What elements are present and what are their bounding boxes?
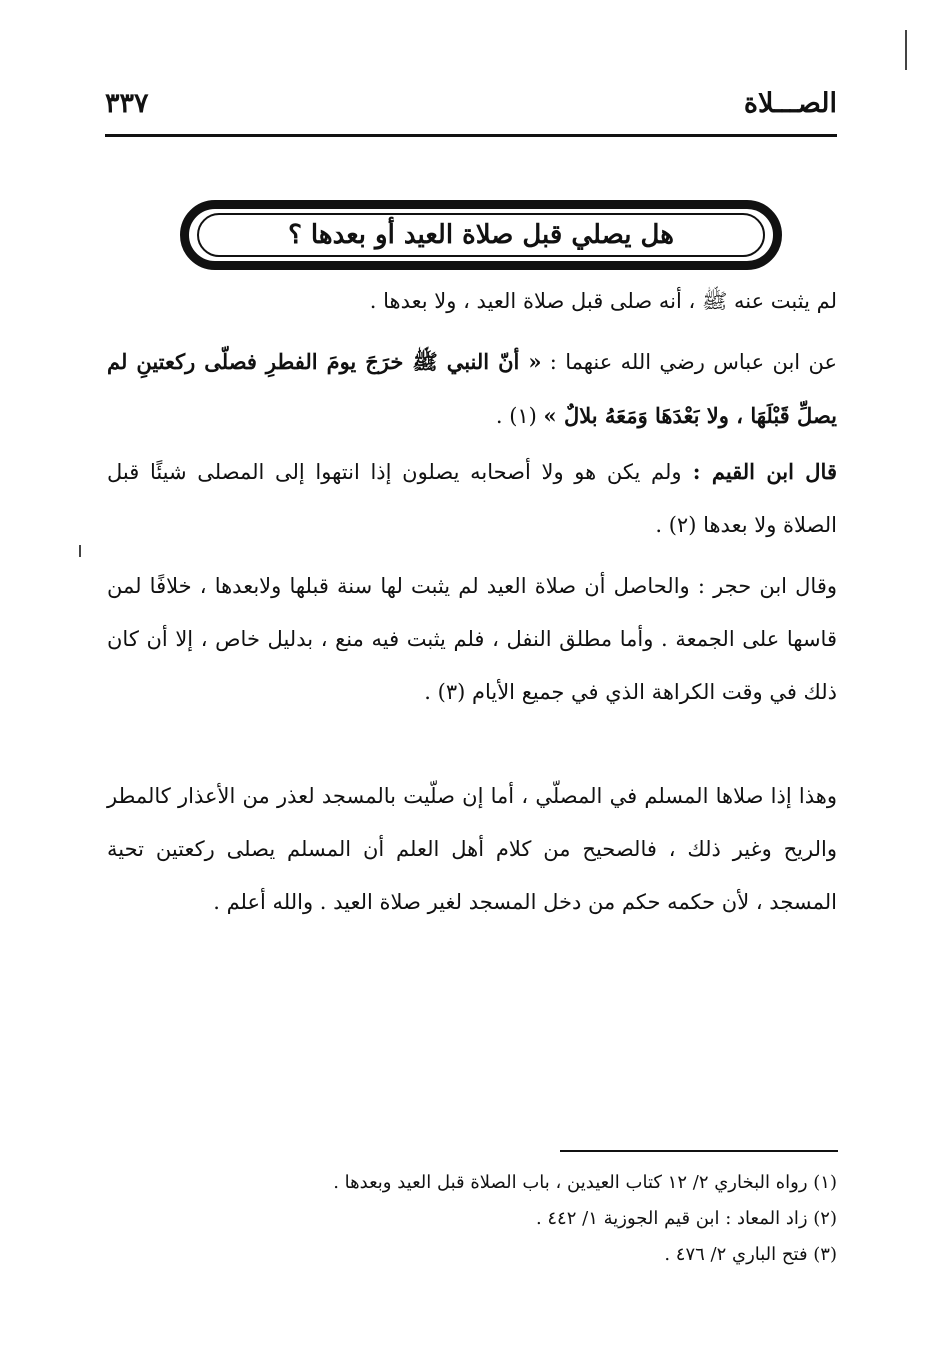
- hadith-intro: عن ابن عباس رضي الله عنهما :: [541, 350, 837, 374]
- paragraph: [107, 560, 837, 719]
- paragraph-text: وهذا إذا صلاها المسلم في المصلّي ، أما إن صلّيت بالمسجد لعذر من الأعذار كالمطر والريح وغير ذلك ، فالصحيح من كلام أهل العلم أن المسلم يصلى ركعتين تحية المسجد ، لأن حكمه حكم من دخل المسجد لغير صلاة العيد . والله أعلم .: [107, 784, 837, 914]
- running-title: الصـــلاة: [743, 88, 837, 119]
- footnote-divider: [560, 1150, 838, 1152]
- speaker: قال ابن القيم :: [681, 459, 837, 484]
- paragraph-text: لم يثبت عنه ﷺ ، أنه صلى قبل صلاة العيد ، ولا بعدها .: [369, 289, 837, 313]
- page-number: ٣٣٧: [105, 88, 149, 119]
- page-header: [105, 78, 837, 137]
- paragraph: [107, 275, 837, 328]
- footnote: (١) رواه البخاري ٢/ ١٢ كتاب العيدين ، باب الصلاة قبل العيد وبعدها .: [333, 1172, 837, 1193]
- paragraph: [107, 770, 837, 929]
- footnote: (٣) فتح الباري ٢/ ٤٧٦ .: [664, 1244, 837, 1265]
- paragraph: [107, 335, 837, 443]
- footnote-ref: (١) .: [495, 404, 544, 428]
- margin-mark: [905, 30, 907, 70]
- paragraph-text: وقال ابن حجر : والحاصل أن صلاة العيد لم يثبت لها سنة قبلها ولابعدها ، خلافًا لمن قاسها على الجمعة . وأما مطلق النفل ، فلم يثبت فيه منع ، بدليل خاص ، إلا أن كان ذلك في وقت الكراهة الذي في جميع الأيام (٣) .: [107, 574, 837, 704]
- footnote: (٢) زاد المعاد : ابن قيم الجوزية ١/ ٤٤٢ .: [535, 1208, 837, 1229]
- margin-mark: [79, 545, 81, 557]
- paragraph-text: ولم يكن هو ولا أصحابه يصلون إذا انتهوا إلى المصلى شيئًا قبل الصلاة ولا بعدها (٢) .: [107, 460, 837, 537]
- section-title: هل يصلي قبل صلاة العيد أو بعدها ؟: [288, 220, 674, 250]
- hadith-quote: « أنّ النبي ﷺ خرَجَ يومَ الفطرِ فصلّى ركعتينِ لم يصلِّ قَبْلَهَا ، ولا بَعْدَهَا وَمَعَهُ بلالٌ »: [107, 349, 837, 428]
- footnotes: [97, 1165, 837, 1273]
- paragraph: [107, 445, 837, 552]
- section-title-frame: [180, 200, 782, 270]
